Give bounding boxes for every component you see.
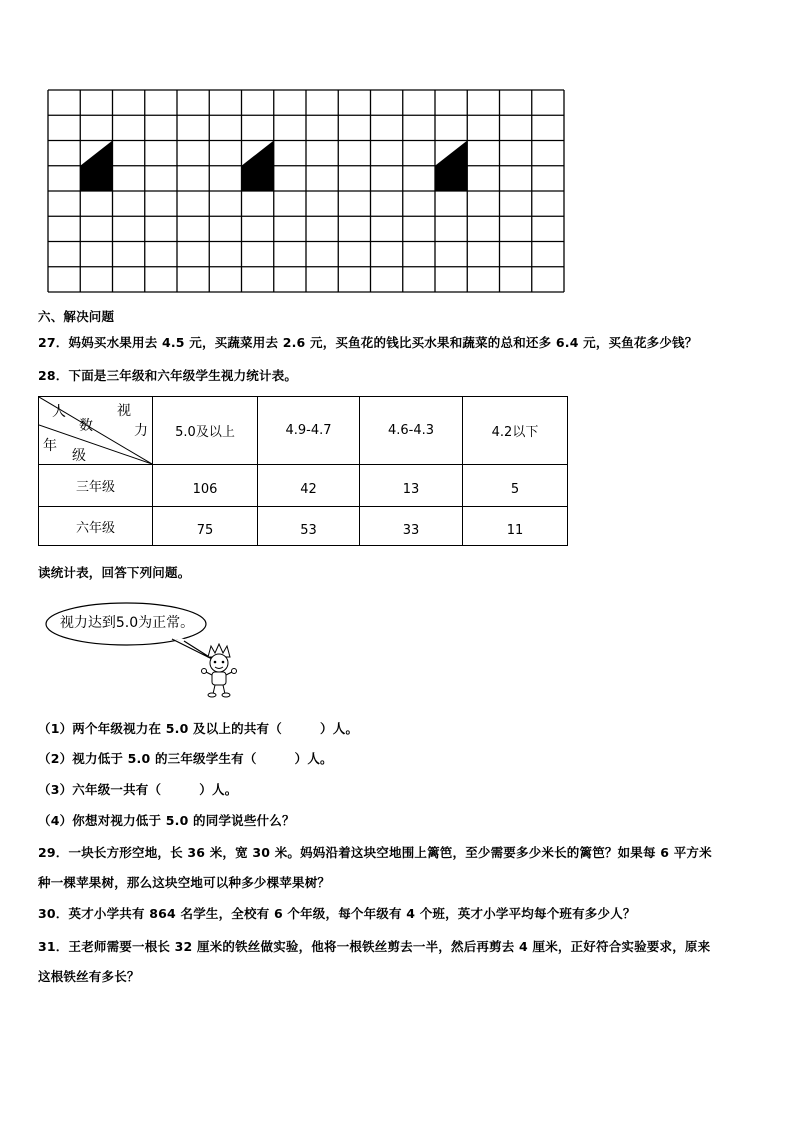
col-header: 4.9-4.7 bbox=[258, 397, 360, 465]
shaded-trapezoid bbox=[435, 141, 467, 192]
sub-question-1: （1）两个年级视力在 5.0 及以上的共有（ ）人。 bbox=[38, 721, 359, 736]
row-label: 三年级 bbox=[39, 465, 153, 507]
header-ji: 级 bbox=[72, 448, 86, 464]
sub-question-4: （4）你想对视力低于 5.0 的同学说些什么？ bbox=[38, 813, 295, 828]
question-31-line-1: 31．王老师需要一根长 32 厘米的铁丝做实验，他将一根铁丝剪去一半，然后再剪去 4 厘米，正好符合实验要求，原来 bbox=[38, 939, 711, 954]
question-29-line-2: 种一棵苹果树，那么这块空地可以种多少棵苹果树？ bbox=[38, 875, 331, 890]
bubble-text: 视力达到5.0为正常。 bbox=[59, 615, 195, 631]
section-title: 六、解决问题 bbox=[38, 309, 115, 324]
table-cell: 13 bbox=[360, 465, 463, 507]
header-ren: 人 bbox=[52, 404, 66, 420]
header-nian: 年 bbox=[43, 438, 57, 454]
diagonal-header-cell bbox=[39, 397, 153, 465]
sub-question-2: （2）视力低于 5.0 的三年级学生有（ ）人。 bbox=[38, 751, 333, 766]
question-27: 27．妈妈买水果用去 4.5 元，买蔬菜用去 2.6 元，买鱼花的钱比买水果和蔬菜的总和还多 6.4 元，买鱼花多少钱？ bbox=[38, 335, 698, 350]
square-grid bbox=[47, 89, 565, 293]
header-shu: 数 bbox=[79, 418, 93, 434]
table-cell: 5 bbox=[463, 465, 568, 507]
shaded-trapezoid bbox=[242, 141, 274, 192]
table-cell: 53 bbox=[258, 507, 360, 546]
question-28: 28．下面是三年级和六年级学生视力统计表。 bbox=[38, 368, 298, 383]
table-cell: 106 bbox=[153, 465, 258, 507]
table-cell: 75 bbox=[153, 507, 258, 546]
col-header: 4.6-4.3 bbox=[360, 397, 463, 465]
col-header: 4.2以下 bbox=[463, 397, 568, 465]
question-30: 30．英才小学共有 864 名学生，全校有 6 个年级，每个年级有 4 个班，英才小学平均每个班有多少人？ bbox=[38, 906, 636, 921]
header-li: 力 bbox=[134, 423, 148, 439]
sub-question-3: （3）六年级一共有（ ）人。 bbox=[38, 782, 238, 797]
read-table-instruction: 读统计表，回答下列问题。 bbox=[38, 565, 191, 580]
shaded-trapezoid bbox=[80, 141, 112, 192]
col-header: 5.0及以上 bbox=[153, 397, 258, 465]
cartoon-mascot-icon bbox=[200, 643, 238, 698]
table-cell: 33 bbox=[360, 507, 463, 546]
vision-stat-table bbox=[38, 396, 568, 546]
row-label: 六年级 bbox=[39, 507, 153, 546]
table-cell: 42 bbox=[258, 465, 360, 507]
question-29-line-1: 29．一块长方形空地，长 36 米，宽 30 米。妈妈沿着这块空地围上篱笆，至少需要多少米长的篱笆？如果每 6 平方米 bbox=[38, 845, 712, 860]
header-shili: 视 bbox=[117, 403, 131, 419]
table-cell: 11 bbox=[463, 507, 568, 546]
question-31-line-2: 这根铁丝有多长？ bbox=[38, 969, 140, 984]
